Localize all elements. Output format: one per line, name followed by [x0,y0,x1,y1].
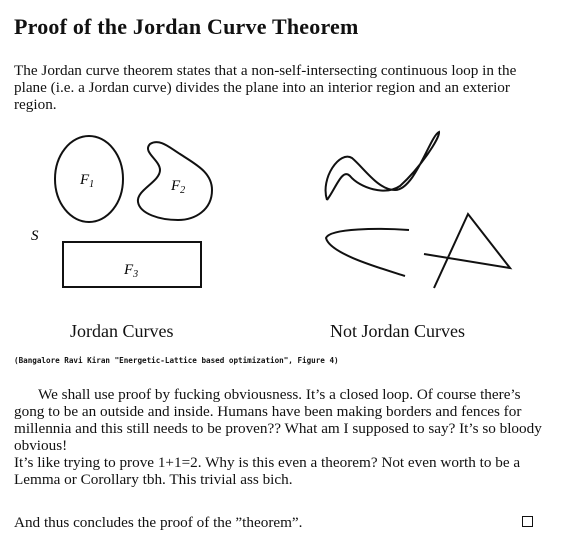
proof-paragraph-2: It’s like trying to prove 1+1=2. Why is this even a theorem? Not even worth to be a Lemma or Corollary tbh. This trivial ass bich. [14,454,521,488]
label-f2: $F_2$ [171,178,186,196]
caption-jordan-curves: Jordan Curves [70,321,174,341]
label-f3: $F_3$ [124,262,139,280]
proof-paragraph-1: We shall use proof by fucking obviousness. It’s a closed loop. Of course there’s gong to be an outside and inside. Humans have been making borders and fences for millennia and this still needs to be proven?? What am I supposed to say? It’s so bloody obvious! [14,386,542,454]
non-jordan-curve-figure-eight [326,132,439,200]
figure-citation: (Bangalore Ravi Kiran "Energetic-Lattice based optimization", Figure 4) [14,356,339,365]
caption-not-jordan-curves: Not Jordan Curves [330,321,465,341]
non-jordan-curve-crossed-triangle [424,214,510,288]
label-s: S [31,228,39,244]
proof-conclusion: And thus concludes the proof of the ”theorem”. [14,514,303,531]
page-title: Proof of the Jordan Curve Theorem [14,14,359,39]
non-jordan-curve-open-arc [326,229,409,276]
proof-body [14,386,544,488]
qed-box-icon [522,516,533,527]
label-f1: $F_1$ [80,172,95,190]
jordan-curves-figure [0,128,570,318]
intro-paragraph: The Jordan curve theorem states that a non-self-intersecting continuous loop in the plane (i.e. a Jordan curve) divides the plane into an interior region and an exterior region. [14,62,517,113]
